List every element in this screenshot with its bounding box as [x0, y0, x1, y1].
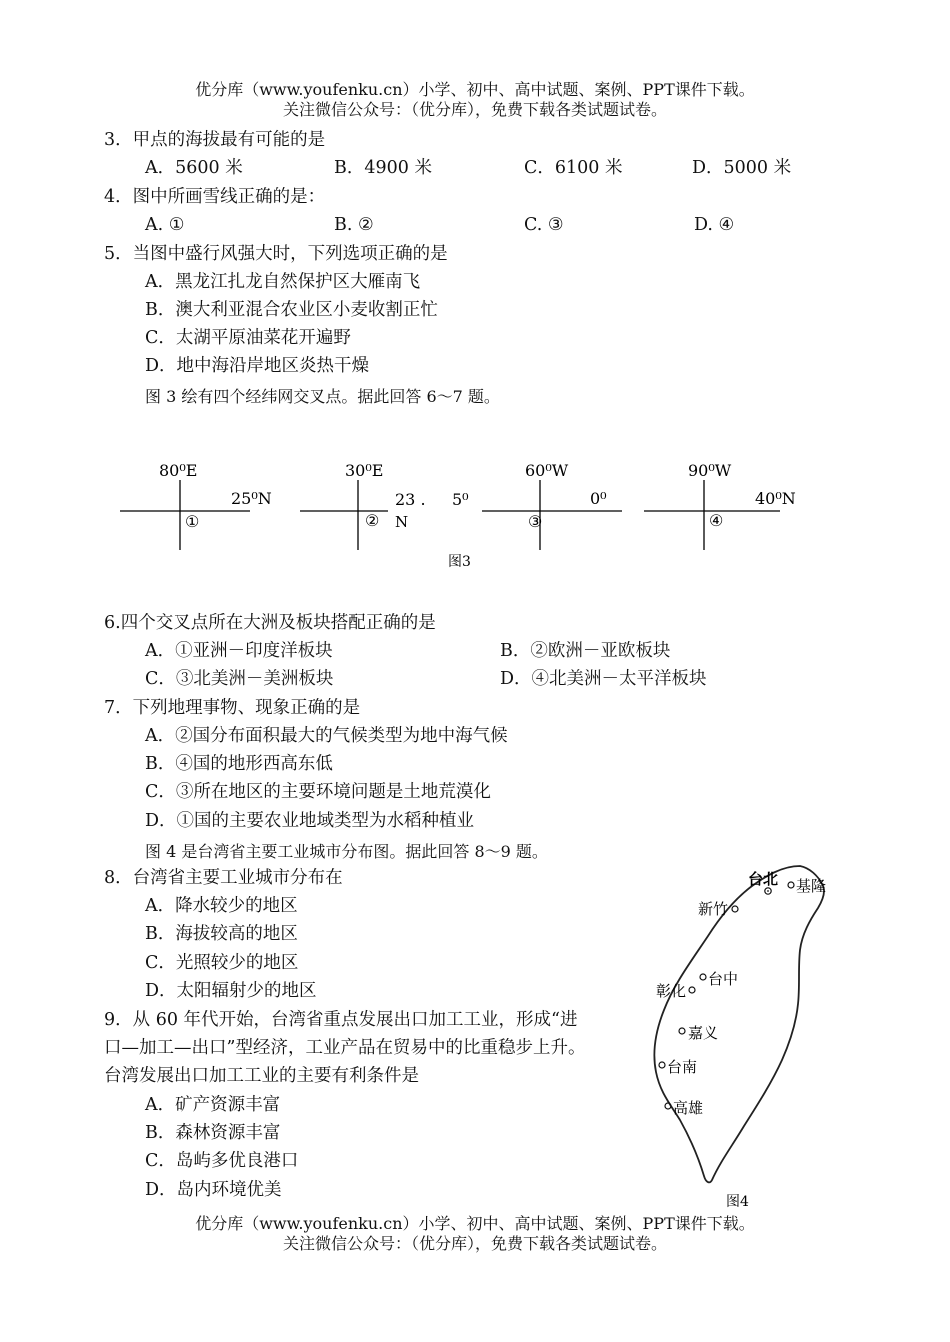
taiwan-coastline	[654, 866, 827, 1182]
q8-option-b: B．海拔较高的地区	[145, 924, 298, 944]
grid-point-4	[644, 461, 796, 550]
q3-option-b: B．4900 米	[334, 158, 432, 178]
city-taichung-marker	[700, 974, 706, 980]
footer-line-1: 优分库（www.youfenku.cn）小学、初中、高中试题、案例、PPT课件下载。	[195, 1214, 755, 1233]
grid-point-2	[300, 461, 469, 550]
grid-point-2-lon: 30⁰E	[345, 461, 384, 480]
figure-4-caption: 图4	[726, 1194, 749, 1210]
q6-option-d: D．④北美洲－太平洋板块	[500, 669, 707, 689]
q5-option-c: C．太湖平原油菜花开遍野	[145, 328, 351, 348]
q9-stem-line-2: 口—加工—出口”型经济，工业产品在贸易中的比重稳步上升。	[104, 1038, 586, 1058]
city-taichung: 台中	[708, 970, 739, 988]
grid-point-4-mark: ④	[709, 511, 724, 530]
grid-point-2-lat-b: N	[395, 513, 409, 531]
grid-point-4-lon: 90⁰W	[688, 461, 732, 480]
q3-stem: 3．甲点的海拔最有可能的是	[104, 130, 326, 150]
figure-3-caption: 图3	[448, 554, 471, 570]
q4-option-a: A. ①	[145, 215, 185, 235]
q7-option-d: D．①国的主要农业地域类型为水稻种植业	[145, 811, 475, 831]
grid-point-3	[482, 461, 622, 550]
q7-option-a: A．②国分布面积最大的气候类型为地中海气候	[145, 726, 508, 746]
footer-line-2: 关注微信公众号：（优分库），免费下载各类试题试卷。	[282, 1234, 667, 1253]
q8-option-c: C．光照较少的地区	[145, 953, 299, 973]
q7-option-c: C．③所在地区的主要环境问题是土地荒漠化	[145, 782, 491, 802]
q9-option-a: A．矿产资源丰富	[145, 1095, 281, 1115]
q9-stem-line-1: 9．从 60 年代开始，台湾省重点发展出口加工工业，形成“进	[104, 1010, 578, 1030]
q7-option-b: B．④国的地形西高东低	[145, 754, 333, 774]
q8-stem: 8．台湾省主要工业城市分布在	[104, 868, 343, 888]
city-changhua-marker	[689, 987, 695, 993]
q3-option-d: D．5000 米	[692, 158, 792, 178]
city-tainan: 台南	[667, 1058, 698, 1076]
city-taipei: 台北	[748, 870, 779, 888]
city-changhua: 彰化	[656, 982, 687, 1000]
grid-point-4-lat: 40⁰N	[755, 489, 796, 508]
fig3-intro: 图 3 绘有四个经纬网交叉点。据此回答 6～7 题。	[145, 387, 500, 406]
grid-point-3-lat: 0⁰	[590, 489, 607, 508]
grid-point-3-lon: 60⁰W	[525, 461, 569, 480]
city-keelung: 基隆	[796, 877, 827, 895]
q6-option-a: A．①亚洲－印度洋板块	[145, 641, 333, 661]
q8-option-d: D．太阳辐射少的地区	[145, 981, 317, 1001]
q4-option-c: C. ③	[524, 215, 564, 235]
city-taipei-center	[767, 890, 769, 892]
grid-point-1-mark: ①	[185, 512, 200, 531]
header-line-2: 关注微信公众号：（优分库），免费下载各类试题试卷。	[282, 100, 667, 119]
city-kaohsiung: 高雄	[673, 1099, 704, 1117]
q6-option-c: C．③北美洲－美洲板块	[145, 669, 334, 689]
city-hsinchu-marker	[732, 906, 738, 912]
q5-option-d: D．地中海沿岸地区炎热干燥	[145, 356, 370, 376]
grid-point-1	[120, 461, 272, 550]
q9-stem-line-3: 台湾发展出口加工工业的主要有利条件是	[104, 1066, 419, 1086]
q9-option-d: D．岛内环境优美	[145, 1180, 282, 1200]
grid-point-3-mark: ③	[528, 512, 543, 531]
city-keelung-marker	[788, 882, 794, 888]
fig4-intro: 图 4 是台湾省主要工业城市分布图。据此回答 8～9 题。	[145, 842, 548, 861]
q5-option-b: B．澳大利亚混合农业区小麦收割正忙	[145, 300, 438, 320]
grid-point-2-mark: ②	[365, 511, 380, 530]
q4-option-d: D. ④	[694, 215, 735, 235]
city-chiayi: 嘉义	[688, 1024, 719, 1042]
figure-3	[0, 440, 950, 580]
q4-option-b: B. ②	[334, 215, 374, 235]
q4-stem: 4．图中所画雪线正确的是：	[104, 187, 326, 207]
city-hsinchu: 新竹	[698, 900, 729, 918]
q7-stem: 7．下列地理事物、现象正确的是	[104, 698, 361, 718]
grid-point-2-lat-a: 23 .	[395, 490, 426, 509]
q6-option-b: B．②欧洲－亚欧板块	[500, 641, 671, 661]
grid-point-1-lon: 80⁰E	[159, 461, 198, 480]
q9-option-c: C．岛屿多优良港口	[145, 1151, 299, 1171]
q9-option-b: B．森林资源丰富	[145, 1123, 281, 1143]
q5-stem: 5．当图中盛行风强大时，下列选项正确的是	[104, 244, 448, 264]
figure-4-taiwan-map	[640, 858, 850, 1213]
q3-option-c: C．6100 米	[524, 158, 623, 178]
q8-option-a: A．降水较少的地区	[145, 896, 298, 916]
grid-point-1-lat: 25⁰N	[231, 489, 272, 508]
city-tainan-marker	[659, 1062, 665, 1068]
q6-stem: 6.四个交叉点所在大洲及板块搭配正确的是	[104, 613, 436, 633]
q5-option-a: A．黑龙江扎龙自然保护区大雁南飞	[145, 272, 421, 292]
city-chiayi-marker	[679, 1028, 685, 1034]
grid-point-2-lat-c: 5⁰	[452, 490, 469, 509]
q3-option-a: A．5600 米	[145, 158, 243, 178]
header-line-1: 优分库（www.youfenku.cn）小学、初中、高中试题、案例、PPT课件下载。	[195, 80, 755, 99]
